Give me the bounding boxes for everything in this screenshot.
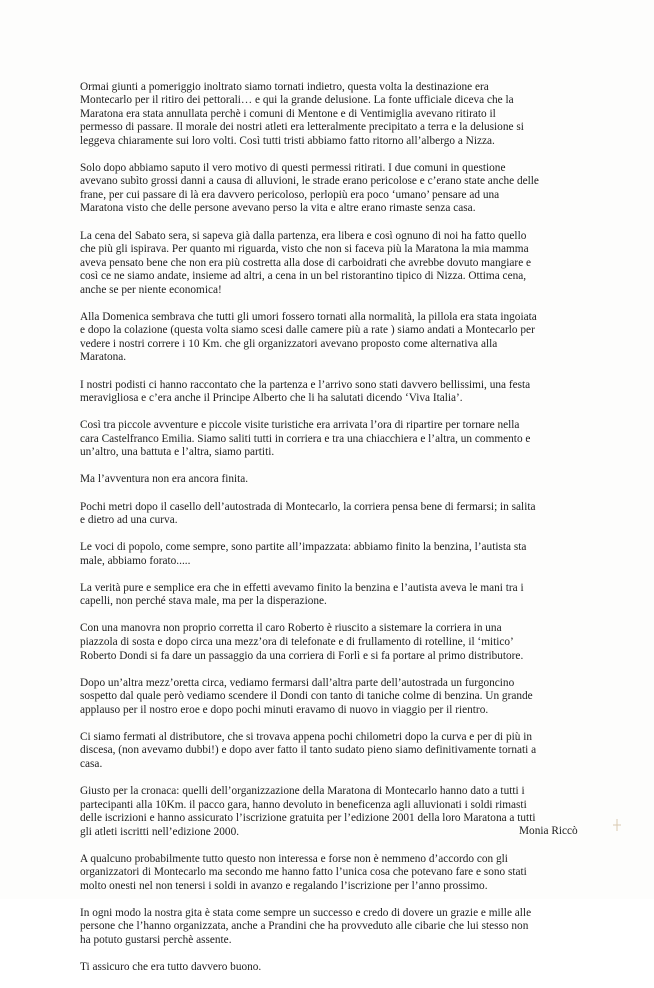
paragraph: In ogni modo la nostra gita è stata come sempre un successo e credo di dovere un grazie e mille alle persone che l’hanno organizzata, anche a Prandini che ha provveduto alle cibarie che lui stesso non ha potuto gustarsi perchè assente. [80, 906, 532, 946]
paragraph: Con una manovra non proprio corretta il caro Roberto è riuscito a sistemare la corriera in una piazzola di sosta e dopo circa una mezz’ora di telefonate e di frullamento di rotelline, il ‘mitico’ Roberto Dondi si fa dare un passaggio da una corriera di Forlì e si fa portare al primo distributore. [80, 622, 524, 662]
signature: Monia Riccò [519, 825, 578, 837]
paragraph: Le voci di popolo, come sempre, sono partite all’impazzata: abbiamo finito la benzina, l’autista sta male, abbiamo forato..... [80, 541, 527, 567]
paragraph: La cena del Sabato sera, si sapeva già dalla partenza, era libera e così ognuno di noi ha fatto quello che più gli ispirava. Per quanto mi riguarda, visto che non si faceva più la Maratona la mia mamma aveva pensato bene che non era più costretta alla dose di carboidrati che avrebbe dovuto mangiare e così ce ne siamo andate, insieme ad altri, a cena in un bel ristorantino tipico di Nizza. Ottima cena, anche se per niente economica! [80, 229, 532, 296]
paragraph: Ti assicuro che era tutto davvero buono. [80, 961, 262, 974]
paragraph: Dopo un’altra mezz’oretta circa, vediamo fermarsi dall’altra parte dell’autostrada un furgoncino sospetto dal quale però vediamo scendere il Dondi con tanto di taniche colme di benzina. Un grande applauso per il nostro eroe e dopo pochi minuti eravamo di nuovo in viaggio per il rientro. [80, 676, 533, 716]
paragraph: Giusto per la cronaca: quelli dell’organizzazione della Maratona di Montecarlo hanno dato a tutti i partecipanti alla 10Km. il pacco gara, hanno devoluto in beneficenza agli alluvionati i soldi rimasti delle iscrizioni e hanno assicurato l’iscrizione gratuita per l’edizione 2001 della loro Maratona a tutti gli atleti iscritti nell’edizione 2000. [80, 784, 536, 838]
paragraph: Ormai giunti a pomeriggio inoltrato siamo tornati indietro, questa volta la destinazione era Montecarlo per il ritiro dei pettorali… e qui la grande delusione. La fonte ufficiale diceva che la Maratona era stata annullata perchè i comuni di Mentone e di Ventimiglia avevano ritirato il permesso di passare. Il morale dei nostri atleti era letteralmente precipitato a terra e la delusione si leggeva chiaramente sui loro volti. Così tutti tristi abbiamo fatto ritorno all’albergo a Nizza. [80, 80, 524, 147]
paragraph: Ci siamo fermati al distributore, che si trovava appena pochi chilometri dopo la curva e per di più in discesa, (non avevamo dubbi!) e dopo aver fatto il tanto sudato pieno siamo definitivamente tornati a casa. [80, 730, 537, 770]
paragraph: A qualcuno probabilmente tutto questo non interessa e forse non è nemmeno d’accordo con gli organizzatori di Montecarlo ma secondo me hanno fatto l’unica cosa che potevano fare e sono stati molto onesti nel non tenersi i soldi in avanzo e regalando l’iscrizione per l’anno prossimo. [80, 852, 527, 892]
paragraph: Solo dopo abbiamo saputo il vero motivo di questi permessi ritirati. I due comuni in questione avevano subìto grossi danni a causa di alluvioni, le strade erano pericolose e c’erano state anche delle frane, per cui passare di là era davvero pericoloso, perlopiù era poco ‘umano’ pensare ad una Maratona visto che delle persone avevano perso la vita e altre erano rimaste senza casa. [80, 161, 539, 215]
paragraph: I nostri podisti ci hanno raccontato che la partenza e l’arrivo sono stati davvero bellissimi, una festa meravigliosa e c’era anche il Principe Alberto che li ha salutati dicendo ‘Viva Italia’. [80, 378, 531, 405]
paragraph: La verità pure e semplice era che in effetti avevamo finito la benzina e l’autista aveva le mani tra i capelli, non perché stava male, ma per la disperazione. [80, 581, 524, 608]
paragraph: Pochi metri dopo il casello dell’autostrada di Montecarlo, la corriera pensa bene di fermarsi; in salita e dietro ad una curva. [80, 500, 536, 527]
paragraph: Così tra piccole avventure e piccole visite turistiche era arrivata l’ora di ripartire per tornare nella cara Castelfranco Emilia. Siamo saliti tutti in corriera e tra una chiacchiera e l’altra, un commento e un’altro, una battuta e l’altra, siamo partiti. [80, 419, 531, 459]
paragraph: Ma l’avventura non era ancora finita. [80, 473, 249, 486]
body-text [80, 67, 600, 988]
scan-speck-mark [612, 818, 622, 832]
paragraph: Alla Domenica sembrava che tutti gli umori fossero tornati alla normalità, la pillola era stata ingoiata e dopo la colazione (questa volta siamo scesi dalle camere più a rate ) siamo andati a Montecarlo per vedere i nostri correre i 10 Km. che gli organizzatori avevano proposto come alternativa alla Maratona. [80, 310, 537, 364]
